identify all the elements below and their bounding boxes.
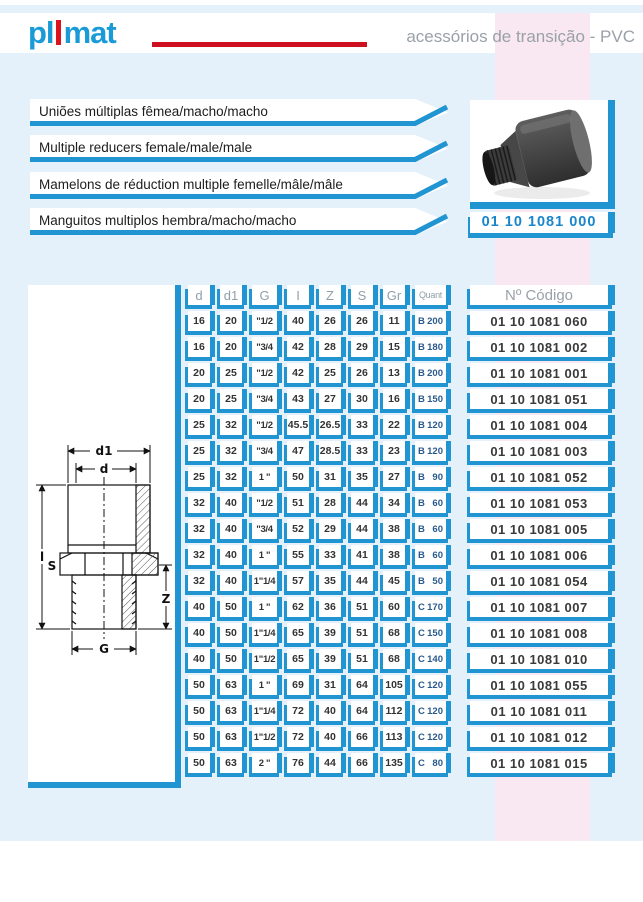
table-cell: 1 ": [252, 545, 282, 565]
quant-group: B: [418, 445, 425, 457]
table-cell: 34: [383, 493, 410, 513]
table-cell: 44: [351, 519, 378, 539]
quant-group: C: [418, 757, 425, 769]
technical-drawing: [28, 433, 181, 663]
table-cell: 20: [188, 363, 215, 383]
table-cell: 72: [287, 727, 314, 747]
table-cell: 40: [188, 649, 215, 669]
codigo-item: 01 10 1081 015: [470, 753, 615, 773]
quant-group: B: [418, 367, 425, 379]
quant-value: 120: [427, 679, 443, 691]
table-cell: 25: [188, 441, 215, 461]
table-cell: "3/4: [252, 389, 282, 409]
table-cell: "1/2: [252, 493, 282, 513]
table-cell: 45: [383, 571, 410, 591]
table-cell: 32: [188, 493, 215, 513]
table-cell: [415, 467, 451, 487]
table-cell: 31: [319, 467, 346, 487]
column-header-z: Z: [319, 285, 346, 305]
quant-group: B: [418, 523, 425, 535]
table-cell: 27: [383, 467, 410, 487]
table-cell: [415, 623, 451, 643]
table-cell: "1/2: [252, 363, 282, 383]
table-cell: 39: [319, 649, 346, 669]
codigo-item: 01 10 1081 007: [470, 597, 615, 617]
quant-value: 140: [427, 653, 443, 665]
table-cell: 40: [220, 519, 247, 539]
banner-label: Manguitos multiplos hembra/macho/macho: [39, 213, 297, 228]
table-cell: 113: [383, 727, 410, 747]
codigo-item: 01 10 1081 008: [470, 623, 615, 643]
table-cell: "3/4: [252, 337, 282, 357]
table-cell: 51: [351, 649, 378, 669]
table-cell: 25: [220, 389, 247, 409]
table-cell: 63: [220, 753, 247, 773]
table-cell: 50: [188, 675, 215, 695]
column-header-d: d: [188, 285, 215, 305]
table-cell: 50: [220, 649, 247, 669]
table-cell: 64: [351, 675, 378, 695]
table-cell: [415, 597, 451, 617]
table-cell: 28: [319, 493, 346, 513]
table-cell: 43: [287, 389, 314, 409]
table-cell: 51: [287, 493, 314, 513]
table-cell: 63: [220, 727, 247, 747]
codigo-item: 01 10 1081 001: [470, 363, 615, 383]
table-cell: 28: [319, 337, 346, 357]
table-cell: 33: [351, 441, 378, 461]
table-cell: 40: [319, 727, 346, 747]
table-cell: 40: [220, 571, 247, 591]
table-cell: 20: [220, 337, 247, 357]
table-cell: 50: [220, 597, 247, 617]
table-cell: 33: [319, 545, 346, 565]
table-cell: 26.5: [319, 415, 346, 435]
column-header-gr: Gr: [383, 285, 410, 305]
codigo-item: 01 10 1081 054: [470, 571, 615, 591]
table-cell: [415, 493, 451, 513]
table-cell: 29: [319, 519, 346, 539]
table-cell: 27: [319, 389, 346, 409]
table-cell: 112: [383, 701, 410, 721]
quant-group: B: [418, 575, 425, 587]
quant-group: C: [418, 627, 425, 639]
table-cell: 40: [188, 597, 215, 617]
table-cell: 25: [188, 415, 215, 435]
table-cell: 11: [383, 311, 410, 331]
table-cell: 16: [383, 389, 410, 409]
quant-value: 120: [427, 731, 443, 743]
table-cell: [415, 727, 451, 747]
table-cell: 68: [383, 623, 410, 643]
dim-label-z: Z: [161, 592, 171, 606]
quant-value: 60: [432, 497, 443, 509]
table-cell: 65: [287, 649, 314, 669]
table-cell: [415, 545, 451, 565]
quant-group: C: [418, 653, 425, 665]
table-cell: "1/2: [252, 415, 282, 435]
product-photo-box: [470, 100, 615, 209]
table-cell: 26: [351, 311, 378, 331]
column-header-i: I: [287, 285, 314, 305]
table-cell: 40: [188, 623, 215, 643]
table-cell: [415, 519, 451, 539]
table-cell: 36: [319, 597, 346, 617]
table-cell: [415, 649, 451, 669]
table-cell: 50: [188, 727, 215, 747]
quant-value: 60: [432, 523, 443, 535]
table-cell: 57: [287, 571, 314, 591]
column-header-d1: d1: [220, 285, 247, 305]
table-cell: 29: [351, 337, 378, 357]
table-cell: 33: [351, 415, 378, 435]
table-cell: [415, 363, 451, 383]
table-cell: 32: [188, 519, 215, 539]
quant-group: C: [418, 679, 425, 691]
table-cell: 1"1/4: [252, 623, 282, 643]
table-cell: [415, 701, 451, 721]
quant-value: 200: [427, 315, 443, 327]
table-cell: 105: [383, 675, 410, 695]
table-cell: 1"1/2: [252, 649, 282, 669]
table-cell: 38: [383, 519, 410, 539]
product-photo: [470, 100, 608, 202]
table-cell: [415, 571, 451, 591]
table-cell: 69: [287, 675, 314, 695]
table-cell: 51: [351, 623, 378, 643]
table-cell: 65: [287, 623, 314, 643]
table-cell: 35: [351, 467, 378, 487]
table-cell: 35: [319, 571, 346, 591]
quant-group: B: [418, 341, 425, 353]
table-cell: 32: [188, 545, 215, 565]
table-cell: 63: [220, 701, 247, 721]
table-cell: 38: [383, 545, 410, 565]
table-cell: 39: [319, 623, 346, 643]
technical-drawing-box: [28, 285, 181, 788]
table-cell: 44: [351, 571, 378, 591]
table-cell: 47: [287, 441, 314, 461]
table-cell: 13: [383, 363, 410, 383]
column-header-s: S: [351, 285, 378, 305]
quant-group: C: [418, 731, 425, 743]
logo-text-mat: mat: [63, 15, 116, 50]
table-cell: 76: [287, 753, 314, 773]
table-cell: 20: [188, 389, 215, 409]
table-cell: [415, 675, 451, 695]
banner-label: Uniões múltiplas fêmea/macho/macho: [39, 104, 268, 119]
quant-group: B: [418, 419, 425, 431]
table-cell: 2 ": [252, 753, 282, 773]
codigo-item: 01 10 1081 012: [470, 727, 615, 747]
codigo-item: 01 10 1081 003: [470, 441, 615, 461]
spec-table: [188, 285, 451, 773]
table-cell: 30: [351, 389, 378, 409]
product-code: 01 10 1081 000: [470, 212, 615, 233]
codigo-item: 01 10 1081 011: [470, 701, 615, 721]
table-cell: 1"1/4: [252, 571, 282, 591]
table-cell: 1 ": [252, 467, 282, 487]
table-cell: 40: [220, 493, 247, 513]
table-cell: 44: [319, 753, 346, 773]
dim-label-d1: d1: [95, 444, 113, 458]
quant-value: 50: [432, 575, 443, 587]
table-cell: 41: [351, 545, 378, 565]
codigo-item: 01 10 1081 010: [470, 649, 615, 669]
table-cell: 20: [220, 311, 247, 331]
table-cell: [415, 337, 451, 357]
codigo-item: 01 10 1081 060: [470, 311, 615, 331]
table-cell: 40: [319, 701, 346, 721]
column-header-quant: Quant: [415, 285, 451, 305]
dim-label-d: d: [99, 462, 109, 476]
table-cell: "3/4: [252, 441, 282, 461]
banner-list: [30, 99, 462, 279]
quant-value: 80: [432, 757, 443, 769]
quant-value: 200: [427, 367, 443, 379]
table-cell: 64: [351, 701, 378, 721]
table-cell: 40: [220, 545, 247, 565]
quant-value: 60: [432, 549, 443, 561]
table-cell: 28.5: [319, 441, 346, 461]
codigo-item: 01 10 1081 002: [470, 337, 615, 357]
table-cell: 25: [188, 467, 215, 487]
quant-value: 150: [427, 627, 443, 639]
table-cell: 16: [188, 311, 215, 331]
dim-label-s: S: [47, 559, 57, 573]
table-cell: 32: [220, 441, 247, 461]
dim-label-g: G: [99, 642, 109, 656]
quant-group: B: [418, 497, 425, 509]
table-cell: [415, 311, 451, 331]
banner-label: Multiple reducers female/male/male: [39, 140, 253, 155]
table-cell: 23: [383, 441, 410, 461]
quant-group: B: [418, 471, 425, 483]
quant-group: C: [418, 601, 425, 613]
table-cell: [415, 753, 451, 773]
table-cell: 55: [287, 545, 314, 565]
codigo-item: 01 10 1081 005: [470, 519, 615, 539]
table-cell: 32: [220, 467, 247, 487]
quant-value: 120: [427, 705, 443, 717]
table-cell: 50: [220, 623, 247, 643]
table-cell: 26: [319, 311, 346, 331]
table-cell: 1 ": [252, 675, 282, 695]
table-cell: 1"1/2: [252, 727, 282, 747]
table-cell: [415, 389, 451, 409]
table-cell: 31: [319, 675, 346, 695]
table-cell: "3/4: [252, 519, 282, 539]
quant-value: 120: [427, 445, 443, 457]
page-title: acessórios de transição - PVC: [406, 27, 635, 46]
table-cell: 42: [287, 363, 314, 383]
table-cell: 42: [287, 337, 314, 357]
table-cell: 26: [351, 363, 378, 383]
quant-group: B: [418, 393, 425, 405]
table-cell: 32: [220, 415, 247, 435]
codigo-header: Nº Código: [470, 285, 615, 305]
plimat-logo: [28, 16, 116, 50]
table-cell: 51: [351, 597, 378, 617]
table-cell: 25: [220, 363, 247, 383]
table-cell: [415, 441, 451, 461]
table-cell: 50: [188, 701, 215, 721]
table-cell: 60: [383, 597, 410, 617]
table-cell: 66: [351, 753, 378, 773]
codigo-item: 01 10 1081 004: [470, 415, 615, 435]
codigo-item: 01 10 1081 006: [470, 545, 615, 565]
quant-group: C: [418, 705, 425, 717]
banner-label: Mamelons de réduction multiple femelle/mâle/mâle: [39, 177, 343, 192]
quant-value: 170: [427, 601, 443, 613]
table-cell: 50: [188, 753, 215, 773]
table-cell: 63: [220, 675, 247, 695]
table-cell: 22: [383, 415, 410, 435]
table-cell: "1/2: [252, 311, 282, 331]
table-cell: 66: [351, 727, 378, 747]
dim-label-l: l: [39, 550, 45, 564]
table-cell: 72: [287, 701, 314, 721]
table-cell: 32: [188, 571, 215, 591]
table-cell: 1 ": [252, 597, 282, 617]
codigo-item: 01 10 1081 051: [470, 389, 615, 409]
codigo-column: [470, 285, 615, 773]
table-cell: 40: [287, 311, 314, 331]
quant-value: 150: [427, 393, 443, 405]
table-cell: 44: [351, 493, 378, 513]
banner-3: [30, 172, 460, 205]
header-rule: [152, 42, 367, 47]
quant-value: 120: [427, 419, 443, 431]
codigo-item: 01 10 1081 055: [470, 675, 615, 695]
banner-2: [30, 135, 460, 168]
banner-4: [30, 208, 460, 241]
codigo-item: 01 10 1081 053: [470, 493, 615, 513]
codigo-item: 01 10 1081 052: [470, 467, 615, 487]
table-cell: 68: [383, 649, 410, 669]
table-cell: 16: [188, 337, 215, 357]
quant-value: 90: [432, 471, 443, 483]
table-cell: 135: [383, 753, 410, 773]
table-cell: 52: [287, 519, 314, 539]
quant-group: B: [418, 315, 425, 327]
table-cell: 45.5: [287, 415, 314, 435]
quant-group: B: [418, 549, 425, 561]
table-cell: 1"1/4: [252, 701, 282, 721]
quant-value: 180: [427, 341, 443, 353]
table-cell: 62: [287, 597, 314, 617]
banner-1: [30, 99, 460, 132]
table-cell: 15: [383, 337, 410, 357]
table-cell: 50: [287, 467, 314, 487]
table-cell: [415, 415, 451, 435]
table-cell: 25: [319, 363, 346, 383]
column-header-g: G: [252, 285, 282, 305]
logo-text-pl: pl: [28, 15, 54, 50]
logo-red-bar: [56, 20, 61, 45]
